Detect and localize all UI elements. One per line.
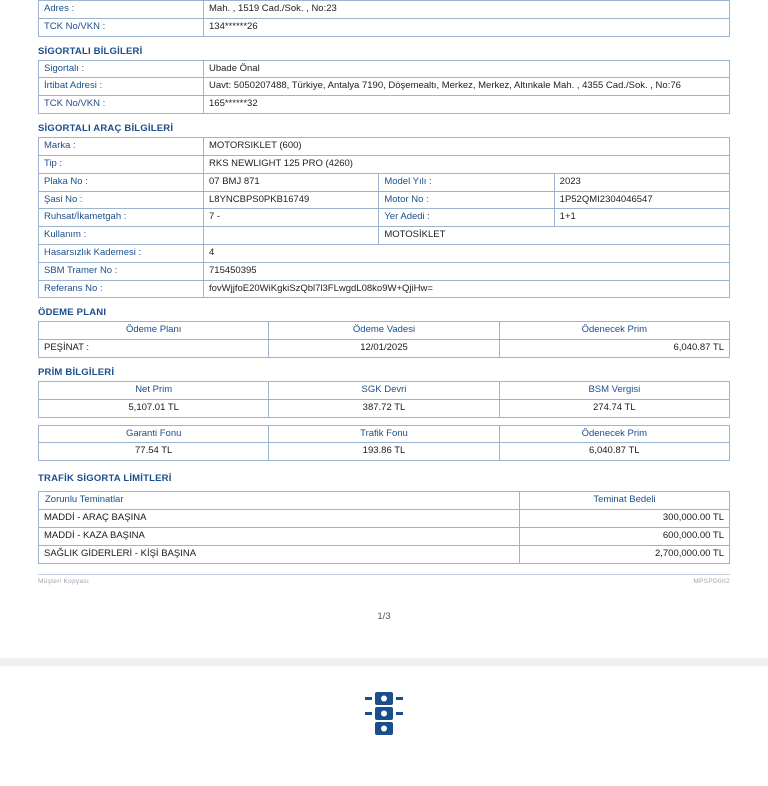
row-value: Uavt: 5050207488, Türkiye, Antalya 7190, Döşemealtı, Merkez, Merkez, Altınkale Mah. , 4355 Cad./Sok. , No:76: [204, 78, 730, 96]
section-title-vehicle: SİGORTALI ARAÇ BİLGİLERİ: [38, 123, 174, 135]
table-row: [39, 280, 730, 298]
col-header-garanti-fonu: Garanti Fonu: [39, 425, 269, 443]
table-row: [39, 96, 730, 114]
cell-due: 12/01/2025: [269, 340, 499, 358]
cell-coverage: MADDİ - KAZA BAŞINA: [39, 527, 520, 545]
ruhsat-label: Ruhsat/İkametgah :: [39, 209, 204, 227]
table-row: [39, 191, 730, 209]
table-row: [39, 399, 730, 417]
page-footer: [38, 574, 730, 585]
kullanim-value: MOTOSİKLET: [379, 227, 730, 245]
row-value: 134******26: [204, 18, 730, 36]
hasarsizlik-value: 4: [204, 244, 730, 262]
sasi-value: L8YNCBPS0PKB16749: [204, 191, 379, 209]
col-header-limit: Teminat Bedeli: [520, 492, 730, 510]
table-row: [39, 209, 730, 227]
vehicle-table: [38, 137, 730, 298]
sbm-value: 715450395: [204, 262, 730, 280]
premium-table-2: [38, 425, 730, 462]
kullanim-empty: [204, 227, 379, 245]
col-header-odenecek-prim: Ödenecek Prim: [499, 425, 729, 443]
table-row: [39, 173, 730, 191]
cell-coverage: SAĞLIK GİDERLERİ - KİŞİ BAŞINA: [39, 545, 520, 563]
table-header-row: [39, 382, 730, 400]
cell-garanti-fonu: 77.54 TL: [39, 443, 269, 461]
cell-net-prim: 5,107.01 TL: [39, 399, 269, 417]
table-row: [39, 527, 730, 545]
row-value: Mah. , 1519 Cad./Sok. , No:23: [204, 1, 730, 19]
model-value: 2023: [554, 173, 729, 191]
col-header-sgk-devri: SGK Devri: [269, 382, 499, 400]
col-header-plan: Ödeme Planı: [39, 322, 269, 340]
yeradedi-value: 1+1: [554, 209, 729, 227]
payment-plan-table: [38, 321, 730, 358]
plaka-label: Plaka No :: [39, 173, 204, 191]
row-label: Sigortalı :: [39, 60, 204, 78]
col-header-bsm-vergisi: BSM Vergisi: [499, 382, 729, 400]
table-row: [39, 78, 730, 96]
table-row: [39, 244, 730, 262]
sbm-label: SBM Tramer No :: [39, 262, 204, 280]
section-title-limits: TRAFİK SİGORTA LİMİTLERİ: [38, 473, 172, 485]
table-row: [39, 545, 730, 563]
row-value: Ubade Önal: [204, 60, 730, 78]
footer-right-code: MPSPD0II2: [693, 577, 730, 585]
cell-sgk-devri: 387.72 TL: [269, 399, 499, 417]
cell-odenecek-prim: 6,040.87 TL: [499, 443, 729, 461]
table-row: [39, 510, 730, 528]
col-header-due: Ödeme Vadesi: [269, 322, 499, 340]
insured-table: [38, 60, 730, 114]
referans-value: fovWjjfoE20WiKgkiSzQbl7l3FLwgdL08ko9W+QjiHw=: [204, 280, 730, 298]
plaka-value: 07 BMJ 871: [204, 173, 379, 191]
table-row: [39, 60, 730, 78]
section-title-premium: PRİM BİLGİLERİ: [38, 367, 115, 378]
top-partial-table: [38, 0, 730, 37]
cell-plan: PEŞİNAT :: [39, 340, 269, 358]
tip-label: Tip :: [39, 155, 204, 173]
row-label: TCK No/VKN :: [39, 96, 204, 114]
row-label: Adres :: [39, 1, 204, 19]
table-row: [39, 1, 730, 19]
col-header-trafik-fonu: Trafik Fonu: [269, 425, 499, 443]
marka-value: MOTORSIKLET (600): [204, 138, 730, 156]
page-number: 1/3: [377, 610, 391, 622]
hasarsizlik-label: Hasarsızlık Kademesi :: [39, 244, 204, 262]
motor-label: Motor No :: [379, 191, 554, 209]
section-title-payment-plan: ÖDEME PLANI: [38, 307, 107, 319]
tip-value: RKS NEWLIGHT 125 PRO (4260): [204, 155, 730, 173]
row-label: TCK No/VKN :: [39, 18, 204, 36]
table-row: [39, 227, 730, 245]
cell-bsm-vergisi: 274.74 TL: [499, 399, 729, 417]
col-header-amount: Ödenecek Prim: [499, 322, 729, 340]
row-value: 165******32: [204, 96, 730, 114]
limits-table: [38, 491, 730, 563]
cell-trafik-fonu: 193.86 TL: [269, 443, 499, 461]
yeradedi-label: Yer Adedi :: [379, 209, 554, 227]
marka-label: Marka :: [39, 138, 204, 156]
table-header-row: [39, 492, 730, 510]
company-logo-icon: [361, 690, 407, 745]
ruhsat-value: 7 -: [204, 209, 379, 227]
table-row: [39, 18, 730, 36]
table-row: [39, 340, 730, 358]
table-header-row: [39, 322, 730, 340]
viewer-separator: [0, 658, 768, 666]
section-title-insured: SİGORTALI BİLGİLERİ: [38, 45, 143, 57]
table-row: [39, 155, 730, 173]
motor-value: 1P52QMI2304046547: [554, 191, 729, 209]
model-label: Model Yılı :: [379, 173, 554, 191]
cell-coverage: MADDİ - ARAÇ BAŞINA: [39, 510, 520, 528]
kullanim-label: Kullanım :: [39, 227, 204, 245]
row-label: İrtibat Adresi :: [39, 78, 204, 96]
page-gap: [0, 622, 768, 658]
cell-limit: 600,000.00 TL: [520, 527, 730, 545]
referans-label: Referans No :: [39, 280, 204, 298]
col-header-net-prim: Net Prim: [39, 382, 269, 400]
col-header-coverage: Zorunlu Teminatlar: [39, 492, 520, 510]
table-row: [39, 262, 730, 280]
cell-limit: 300,000.00 TL: [520, 510, 730, 528]
cell-limit: 2,700,000.00 TL: [520, 545, 730, 563]
sasi-label: Şasi No :: [39, 191, 204, 209]
cell-amount: 6,040.87 TL: [499, 340, 729, 358]
footer-left-text: Müşteri Kopyası: [38, 577, 90, 585]
table-header-row: [39, 425, 730, 443]
premium-table-1: [38, 381, 730, 418]
table-row: [39, 443, 730, 461]
table-row: [39, 138, 730, 156]
